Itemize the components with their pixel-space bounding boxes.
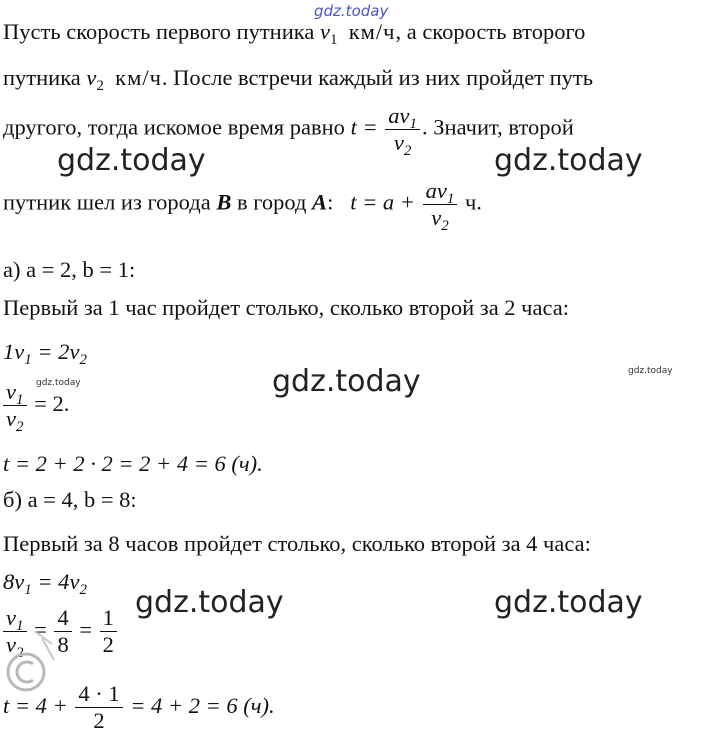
text-line-1: Пусть скорость первого путника $v_1$ км/ч, а скорость второго [3, 19, 586, 48]
watermark-4: gdz.today [135, 585, 284, 620]
equation-a-2: $\frac{v_1}{v_2}$ = 2. [3, 378, 69, 432]
fraction-v1-v2: $\frac{v_1}{v_2}$ [3, 379, 27, 432]
watermark-2: gdz.today [494, 143, 643, 178]
equation-b-1: $8v_1 = 4v_2$ [3, 569, 87, 598]
text-line-3: другого, тогда искомое время равно t = $\frac{av_1}{v_2}$ . Значит, второй [3, 103, 574, 159]
fraction-av1-v2: $\frac{av_1}{v_2}$ [385, 103, 420, 156]
watermark-small-2: gdz.today [628, 366, 673, 376]
equation-b-3: t = 4 + $\frac{4 \cdot 1}{2}$ = 4 + 2 = 6 (ч). [3, 681, 275, 734]
text-line-4: путник шел из города B в город A: t = a + $\frac{av_1}{v_2}$ ч. [3, 178, 482, 234]
copyright-stamp-icon [2, 630, 62, 696]
fraction-1-2: $\frac{1}{2}$ [100, 605, 117, 658]
watermark-3: gdz.today [272, 364, 421, 399]
case-a-text: Первый за 1 час пройдет столько, сколько второй за 2 часа: [3, 295, 569, 320]
fraction-v1-v2-b: $\frac{v_1}{v_2}$ [3, 605, 27, 658]
case-b-text: Первый за 8 часов пройдет столько, сколько второй за 4 часа: [3, 531, 591, 556]
equation-a-3: t = 2 + 2 · 2 = 2 + 4 = 6 (ч). [3, 451, 263, 476]
watermark-small-1: gdz.today [36, 378, 81, 388]
watermark-5: gdz.today [494, 585, 643, 620]
fraction-av1-v2-second: $\frac{av_1}{v_2}$ [423, 178, 458, 231]
case-a-heading: а) a = 2, b = 1: [3, 257, 136, 282]
case-b-heading: б) a = 4, b = 8: [3, 487, 137, 512]
text-line-2: путника $v_2$ км/ч. После встречи каждый из них пройдет путь [3, 65, 594, 94]
watermark-top: gdz.today [314, 2, 389, 20]
equation-a-1: $1v_1 = 2v_2$ [3, 339, 87, 368]
fraction-4-8: $\frac{4}{8}$ [54, 605, 71, 658]
watermark-1: gdz.today [57, 143, 206, 178]
fraction-4x1-2: $\frac{4 \cdot 1}{2}$ [75, 681, 122, 734]
equation-b-2: $\frac{v_1}{v_2}$ = $\frac{4}{8}$ = $\frac{1}{2}$ [3, 604, 119, 658]
